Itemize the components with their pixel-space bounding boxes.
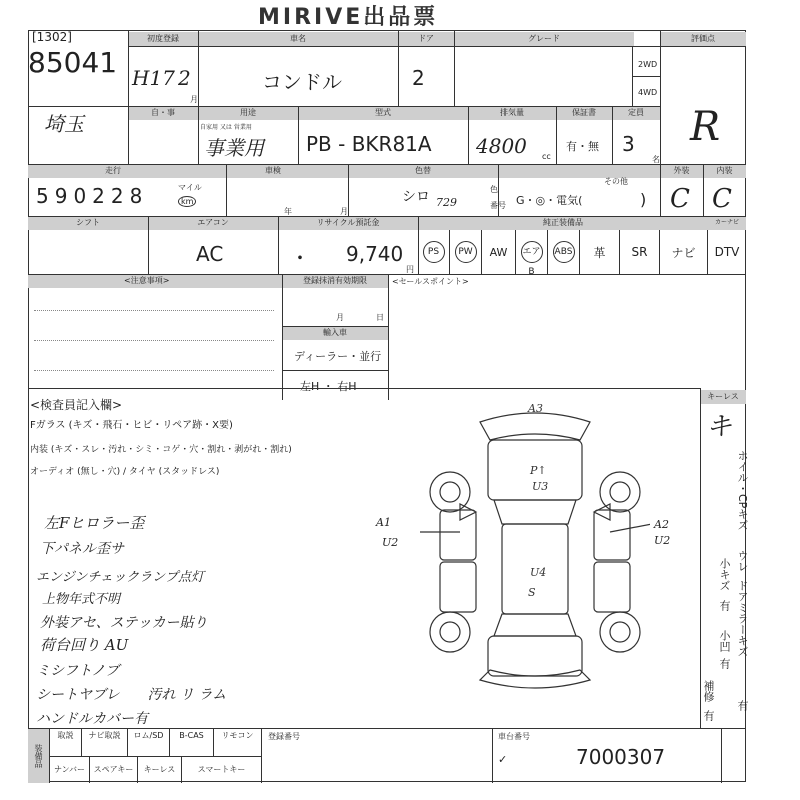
- side-notes: [702, 450, 749, 740]
- rule: [28, 106, 660, 107]
- header-warranty: 保証書: [556, 106, 612, 120]
- lot-code: [1302]: [32, 30, 72, 44]
- wheel-rr-inner: [610, 622, 630, 642]
- color-code-label: 番号: [490, 201, 506, 210]
- rule: [468, 106, 469, 164]
- bottom-cell: リモコン: [214, 729, 262, 756]
- month-unit: 月: [190, 95, 198, 104]
- header-car-name: 車名: [198, 32, 398, 46]
- rule: [278, 216, 279, 274]
- reg-number-label: 登録番号: [268, 732, 300, 741]
- bottom-cell: スマートキー: [182, 757, 262, 783]
- header-seats: 定員: [612, 106, 660, 120]
- right-mirror: [594, 504, 610, 520]
- fuel-close: ): [640, 190, 647, 209]
- header-inspector: <検査員記入欄>: [30, 398, 123, 412]
- seats-value: 3: [622, 132, 635, 156]
- side-note: 小凹: [718, 630, 731, 652]
- handle-side: 左H ・ 右H: [300, 380, 357, 393]
- equipment-label: PW: [455, 241, 477, 263]
- prefecture: 埼玉: [44, 112, 84, 136]
- header-recycle: リサイクル預託金: [278, 216, 418, 230]
- rule: [703, 164, 704, 216]
- usage-note: 自家用 又は 営業用: [200, 124, 252, 131]
- handwritten-note: 荷台回り AU: [40, 636, 129, 654]
- rule: [28, 274, 746, 275]
- side-note: ウレ: [736, 550, 749, 572]
- rule: [298, 106, 299, 164]
- first-reg-year: H17: [132, 66, 175, 90]
- color-code: 729: [436, 196, 457, 209]
- rear-bumper: [480, 670, 590, 688]
- header-import: 輸入車: [282, 326, 388, 340]
- header-notes: <注意事項>: [28, 274, 282, 288]
- header-keyless: キーレス: [700, 390, 746, 404]
- rule: [388, 274, 389, 400]
- equipment-item: [548, 230, 580, 274]
- wheel-fl-inner: [440, 482, 460, 502]
- drive-2wd: 2WD: [638, 60, 658, 69]
- bottom-cell: B-CAS: [170, 729, 214, 756]
- equipment-item: AW: [482, 230, 516, 274]
- trunk: [488, 636, 582, 676]
- notes-line: [34, 370, 274, 371]
- bottom-cell: 取説: [50, 729, 82, 756]
- side-note: 有: [718, 600, 731, 611]
- header-reg-expiry: 登録抹消有効期限: [282, 274, 388, 288]
- color-label: 色: [490, 185, 498, 194]
- mileage-value: 590228: [36, 184, 149, 208]
- color-value: シロ: [402, 189, 430, 205]
- seats-unit: 名: [652, 155, 660, 164]
- header-usage: 用途: [198, 106, 298, 120]
- form-title: MIRIVE出品票: [258, 5, 439, 30]
- rule: [28, 164, 746, 165]
- rule: [282, 370, 388, 371]
- mark-middle-sub: S: [528, 586, 536, 599]
- recycle-unit: 円: [406, 265, 414, 274]
- equipment-label: PS: [423, 241, 445, 263]
- displacement-unit: cc: [542, 152, 551, 161]
- equipment-label: ABS: [553, 241, 575, 263]
- doors-value: 2: [412, 66, 425, 90]
- notes-line: [34, 340, 274, 341]
- side-note: 小キズ: [718, 558, 731, 591]
- mileage-unit-mile: マイル: [178, 183, 202, 192]
- wheel-rr: [600, 612, 640, 652]
- import-dealer: ディーラー・並行: [294, 350, 382, 363]
- mark-left: A1: [376, 516, 391, 529]
- rule: [148, 216, 149, 274]
- mark-center-top: P↑: [530, 464, 547, 477]
- rule: [128, 30, 129, 164]
- mark-center-sub: U3: [532, 480, 549, 493]
- car-damage-diagram: [420, 400, 650, 700]
- model-value: PB - BKR81A: [306, 132, 432, 156]
- equipment-item: [516, 230, 548, 277]
- bottom-cell: ナンバー: [50, 757, 90, 783]
- mark-middle: U4: [530, 566, 547, 579]
- lot-prefix: ✓: [498, 753, 508, 766]
- rear-window: [494, 614, 576, 636]
- interior-grade: C: [712, 184, 732, 214]
- fuel-value: G・◎・電気(: [516, 194, 583, 207]
- score-value: R: [690, 104, 721, 150]
- header-first-reg: 初度登録: [128, 32, 198, 46]
- bottom-cell: ロム/SD: [128, 729, 170, 756]
- rule: [398, 30, 399, 106]
- equipment-item: ナビ: [660, 230, 708, 274]
- inspection-line-interior: 内装 (キズ・スレ・汚れ・シミ・コゲ・穴・割れ・剥がれ・割れ): [30, 445, 292, 455]
- rule: [660, 30, 661, 216]
- wheel-rl-inner: [440, 622, 460, 642]
- recycle-value: 9,740: [346, 242, 404, 266]
- left-mirror: [460, 504, 476, 520]
- bottom-cell: キーレス: [138, 757, 182, 783]
- rule: [556, 106, 557, 164]
- rule: [454, 30, 455, 106]
- right-door-front: [594, 510, 630, 560]
- notes-line: [34, 310, 274, 311]
- header-exterior: 外装: [660, 164, 703, 178]
- header-doors: ドア: [398, 32, 454, 46]
- rule: [612, 106, 613, 164]
- rule: [348, 164, 349, 216]
- side-note: ドアミラーキズ: [736, 580, 749, 657]
- header-inspection: 車検: [198, 164, 348, 178]
- bottom-cell: ナビ取説: [82, 729, 128, 756]
- mark-right: A2: [654, 518, 669, 531]
- header-interior: 内装: [703, 164, 746, 178]
- lot-number: 85041: [28, 46, 118, 79]
- header-aircon: エアコン: [148, 216, 278, 230]
- reg-month: 月: [336, 313, 344, 322]
- left-door-front: [440, 510, 476, 560]
- header-grade: グレード: [454, 32, 634, 46]
- handwritten-note: 下パネル歪サ: [40, 541, 124, 557]
- recycle-prefix: ・: [290, 246, 310, 270]
- handwritten-note: 左Fヒロラー歪: [44, 514, 145, 532]
- equipment-item: [418, 230, 450, 274]
- equipment-row: [418, 230, 746, 277]
- mileage-unit-km: km: [178, 196, 196, 207]
- rule: [28, 388, 700, 389]
- car-name-value: コンドル: [262, 70, 342, 94]
- reg-day: 日: [376, 313, 384, 322]
- handwritten-note: ミシフトノブ: [36, 663, 120, 679]
- left-door-rear: [440, 562, 476, 612]
- side-note: 補修: [702, 680, 715, 702]
- inspection-year: 年: [284, 207, 292, 216]
- rule: [28, 216, 746, 217]
- rule: [700, 388, 701, 728]
- header-model: 型式: [298, 106, 468, 120]
- fuel-other-label: その他: [604, 177, 628, 186]
- mark-right-sub: U2: [654, 534, 671, 547]
- side-note: 有: [702, 710, 715, 721]
- equipment-side-label: 装備品: [28, 729, 50, 783]
- side-note: 有: [736, 700, 749, 711]
- rule: [128, 46, 746, 47]
- header-color: 色替: [348, 164, 498, 178]
- wheel-fr-inner: [610, 482, 630, 502]
- lot-number-value: 7000307: [576, 745, 666, 769]
- handwritten-note: 外装アセ、ステッカー貼り: [40, 615, 208, 631]
- bottom-row-2: [50, 756, 262, 783]
- rule: [198, 30, 199, 164]
- header-purpose: 自・事: [128, 106, 198, 120]
- header-displacement: 排気量: [468, 106, 556, 120]
- header-fuel-spacer: [498, 164, 660, 178]
- inspection-month: 月: [340, 207, 348, 216]
- aircon-value: AC: [196, 242, 224, 266]
- header-shift: シフト: [28, 216, 148, 230]
- header-score: 評価点: [660, 32, 746, 46]
- usage-value: 事業用: [204, 136, 264, 160]
- drive-4wd: 4WD: [638, 88, 658, 97]
- handwritten-note: エンジンチェックランプ点灯: [36, 570, 204, 585]
- rule: [632, 76, 660, 77]
- front-bumper: [480, 413, 590, 440]
- rule: [282, 274, 283, 400]
- right-door-rear: [594, 562, 630, 612]
- mark-front: A3: [528, 402, 543, 415]
- header-carnavi: カーナビ: [708, 216, 746, 230]
- keyless-mark: キ: [706, 412, 733, 442]
- equipment-item: SR: [620, 230, 660, 274]
- rule: [632, 46, 633, 106]
- windshield: [494, 500, 576, 524]
- inspection-line-audio: オーディオ (無し・穴) / タイヤ (スタッドレス): [30, 467, 220, 477]
- bottom-table: [28, 728, 746, 782]
- rule: [418, 216, 419, 274]
- rule: [226, 164, 227, 216]
- handwritten-note: シートヤブレ 汚れ リ ラム: [36, 687, 227, 703]
- displacement-value: 4800: [476, 134, 527, 158]
- lot-number-label: 車台番号: [498, 732, 530, 741]
- bottom-header-row: [50, 729, 262, 756]
- side-note: 有: [718, 658, 731, 669]
- bottom-cell: スペアキー: [90, 757, 138, 783]
- equipment-item: DTV: [714, 245, 740, 259]
- warranty-value: 有・無: [566, 140, 599, 153]
- equipment-item: 革: [580, 230, 620, 274]
- exterior-grade: C: [670, 184, 690, 214]
- rule: [282, 326, 388, 327]
- handwritten-note: 上物年式不明: [42, 592, 121, 607]
- handwritten-note: ハンドルカバー有: [36, 711, 148, 727]
- inspection-line-glass: Fガラス (キズ・飛石・ヒビ・リペア跡・X要): [30, 420, 233, 431]
- header-sales-points: <セールスポイント>: [392, 277, 469, 286]
- rule: [498, 164, 499, 216]
- equipment-item: [450, 230, 482, 274]
- header-equipment: 純正装備品: [418, 216, 708, 230]
- equipment-label: エアB: [521, 241, 543, 263]
- first-reg-month: 2: [178, 66, 191, 90]
- wheel-rl: [430, 612, 470, 652]
- mark-left-sub: U2: [382, 536, 399, 549]
- side-note: ホイル・CPキズ: [736, 450, 749, 531]
- header-mileage: 走行: [28, 164, 198, 178]
